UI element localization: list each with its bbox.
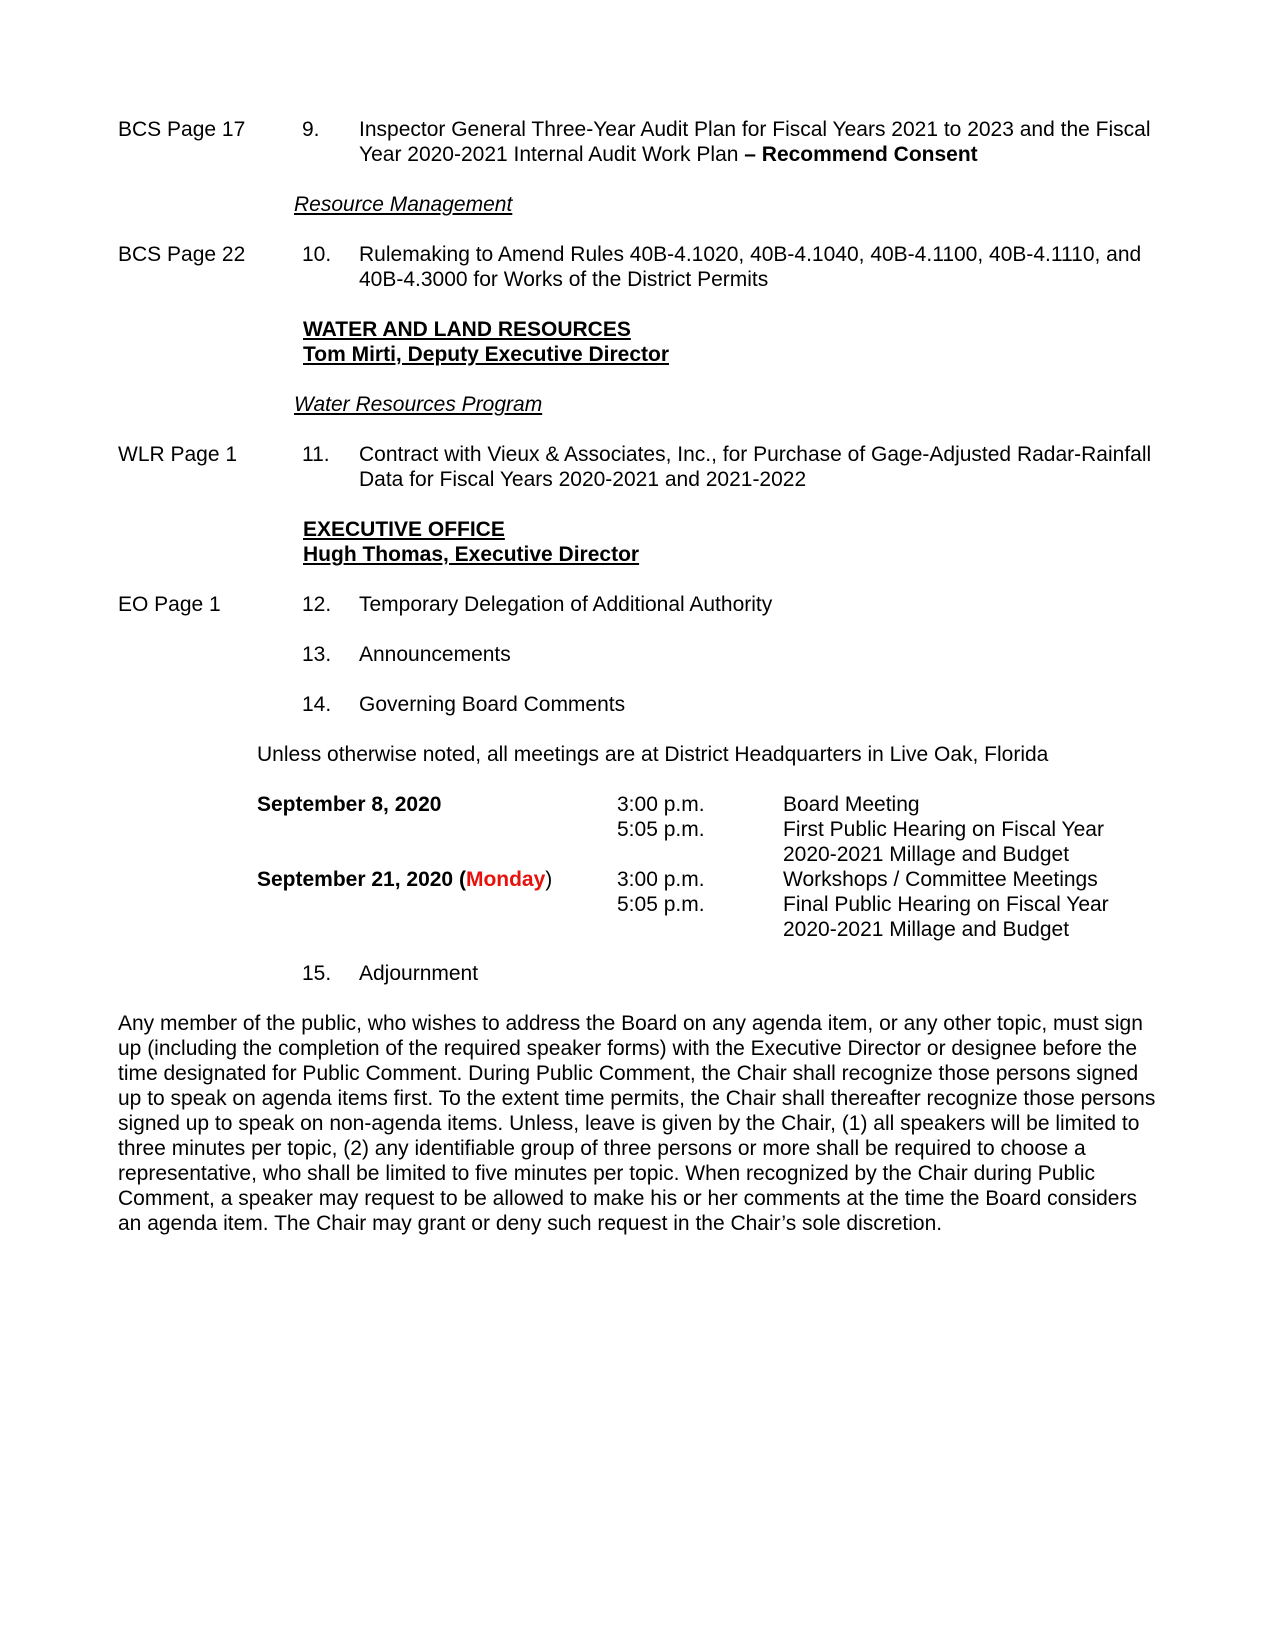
- schedule-date: September 21, 2020 (Monday): [257, 868, 553, 891]
- schedule-event: Workshops / Committee Meetings: [783, 868, 1098, 891]
- agenda-ref: BCS Page 17: [118, 118, 246, 141]
- section-water-resources-program: Water Resources Program: [294, 393, 543, 416]
- schedule-time: 3:00 p.m.: [617, 793, 705, 816]
- department-head: Tom Mirti, Deputy Executive Director: [303, 343, 670, 366]
- agenda-item-text: Governing Board Comments: [359, 693, 626, 716]
- section-resource-management: Resource Management: [294, 193, 513, 216]
- meeting-location-note: Unless otherwise noted, all meetings are at District Headquarters in Live Oak, Florida: [257, 743, 1049, 766]
- agenda-item-number: 9.: [302, 118, 320, 141]
- agenda-item-text: Contract with Vieux & Associates, Inc., for Purchase of Gage-Adjusted Radar-Rainfall Data for Fiscal Years 2020-2021 and 2021-2022: [359, 443, 1152, 491]
- monday-highlight: Monday: [465, 868, 546, 891]
- agenda-item-text: Inspector General Three-Year Audit Plan for Fiscal Years 2021 to 2023 and the Fiscal Year 2020-2021 Internal Audit Work Plan – Recommend Consent: [359, 118, 1151, 166]
- schedule-date: September 8, 2020: [257, 793, 442, 816]
- public-comment-paragraph: Any member of the public, who wishes to address the Board on any agenda item, or any other topic, must sign up (including the completion of the required speaker forms) with the Executive Director or designee before the time designated for Public Comment. During Public Comment, the Chair shall recognize those persons signed up to speak on agenda items first. To the extent time permits, the Chair shall thereafter recognize those persons signed up to speak on non-agenda items. Unless, leave is given by the Chair, (1) all speakers will be limited to three minutes per topic, (2) any identifiable group of three persons or more shall be required to choose a representative, who shall be limited to five minutes per topic. When recognized by the Chair during Public Comment, a speaker may request to be allowed to make his or her comments at the time the Board considers an agenda item. The Chair may grant or deny such request in the Chair’s sole discretion.: [118, 1012, 1156, 1235]
- agenda-item-text: Adjournment: [359, 962, 479, 985]
- schedule-time: 5:05 p.m.: [617, 893, 705, 916]
- agenda-ref: EO Page 1: [118, 593, 221, 616]
- agenda-item-text: Rulemaking to Amend Rules 40B-4.1020, 40B-4.1040, 40B-4.1100, 40B-4.1110, and 40B-4.3000 for Works of the District Permits: [359, 243, 1142, 291]
- agenda-ref: WLR Page 1: [118, 443, 238, 466]
- schedule-event: First Public Hearing on Fiscal Year 2020-2021 Millage and Budget: [783, 818, 1104, 866]
- agenda-item-number: 11.: [302, 443, 330, 466]
- schedule-time: 3:00 p.m.: [617, 868, 705, 891]
- agenda-item-text: Temporary Delegation of Additional Authority: [359, 593, 773, 616]
- schedule-event: Board Meeting: [783, 793, 920, 816]
- department-head: Hugh Thomas, Executive Director: [303, 543, 640, 566]
- agenda-item-number: 12.: [302, 593, 332, 616]
- agenda-item-number: 15.: [302, 962, 332, 985]
- department-heading: WATER AND LAND RESOURCES: [303, 318, 631, 341]
- agenda-ref: BCS Page 22: [118, 243, 246, 266]
- recommend-consent: – Recommend Consent: [738, 143, 978, 166]
- agenda-item-number: 10.: [302, 243, 332, 266]
- schedule-event: Final Public Hearing on Fiscal Year 2020-2021 Millage and Budget: [783, 893, 1109, 941]
- department-heading: EXECUTIVE OFFICE: [303, 518, 505, 541]
- schedule-time: 5:05 p.m.: [617, 818, 705, 841]
- agenda-item-text: Announcements: [359, 643, 511, 666]
- agenda-item-number: 14.: [302, 693, 332, 716]
- agenda-item-number: 13.: [302, 643, 332, 666]
